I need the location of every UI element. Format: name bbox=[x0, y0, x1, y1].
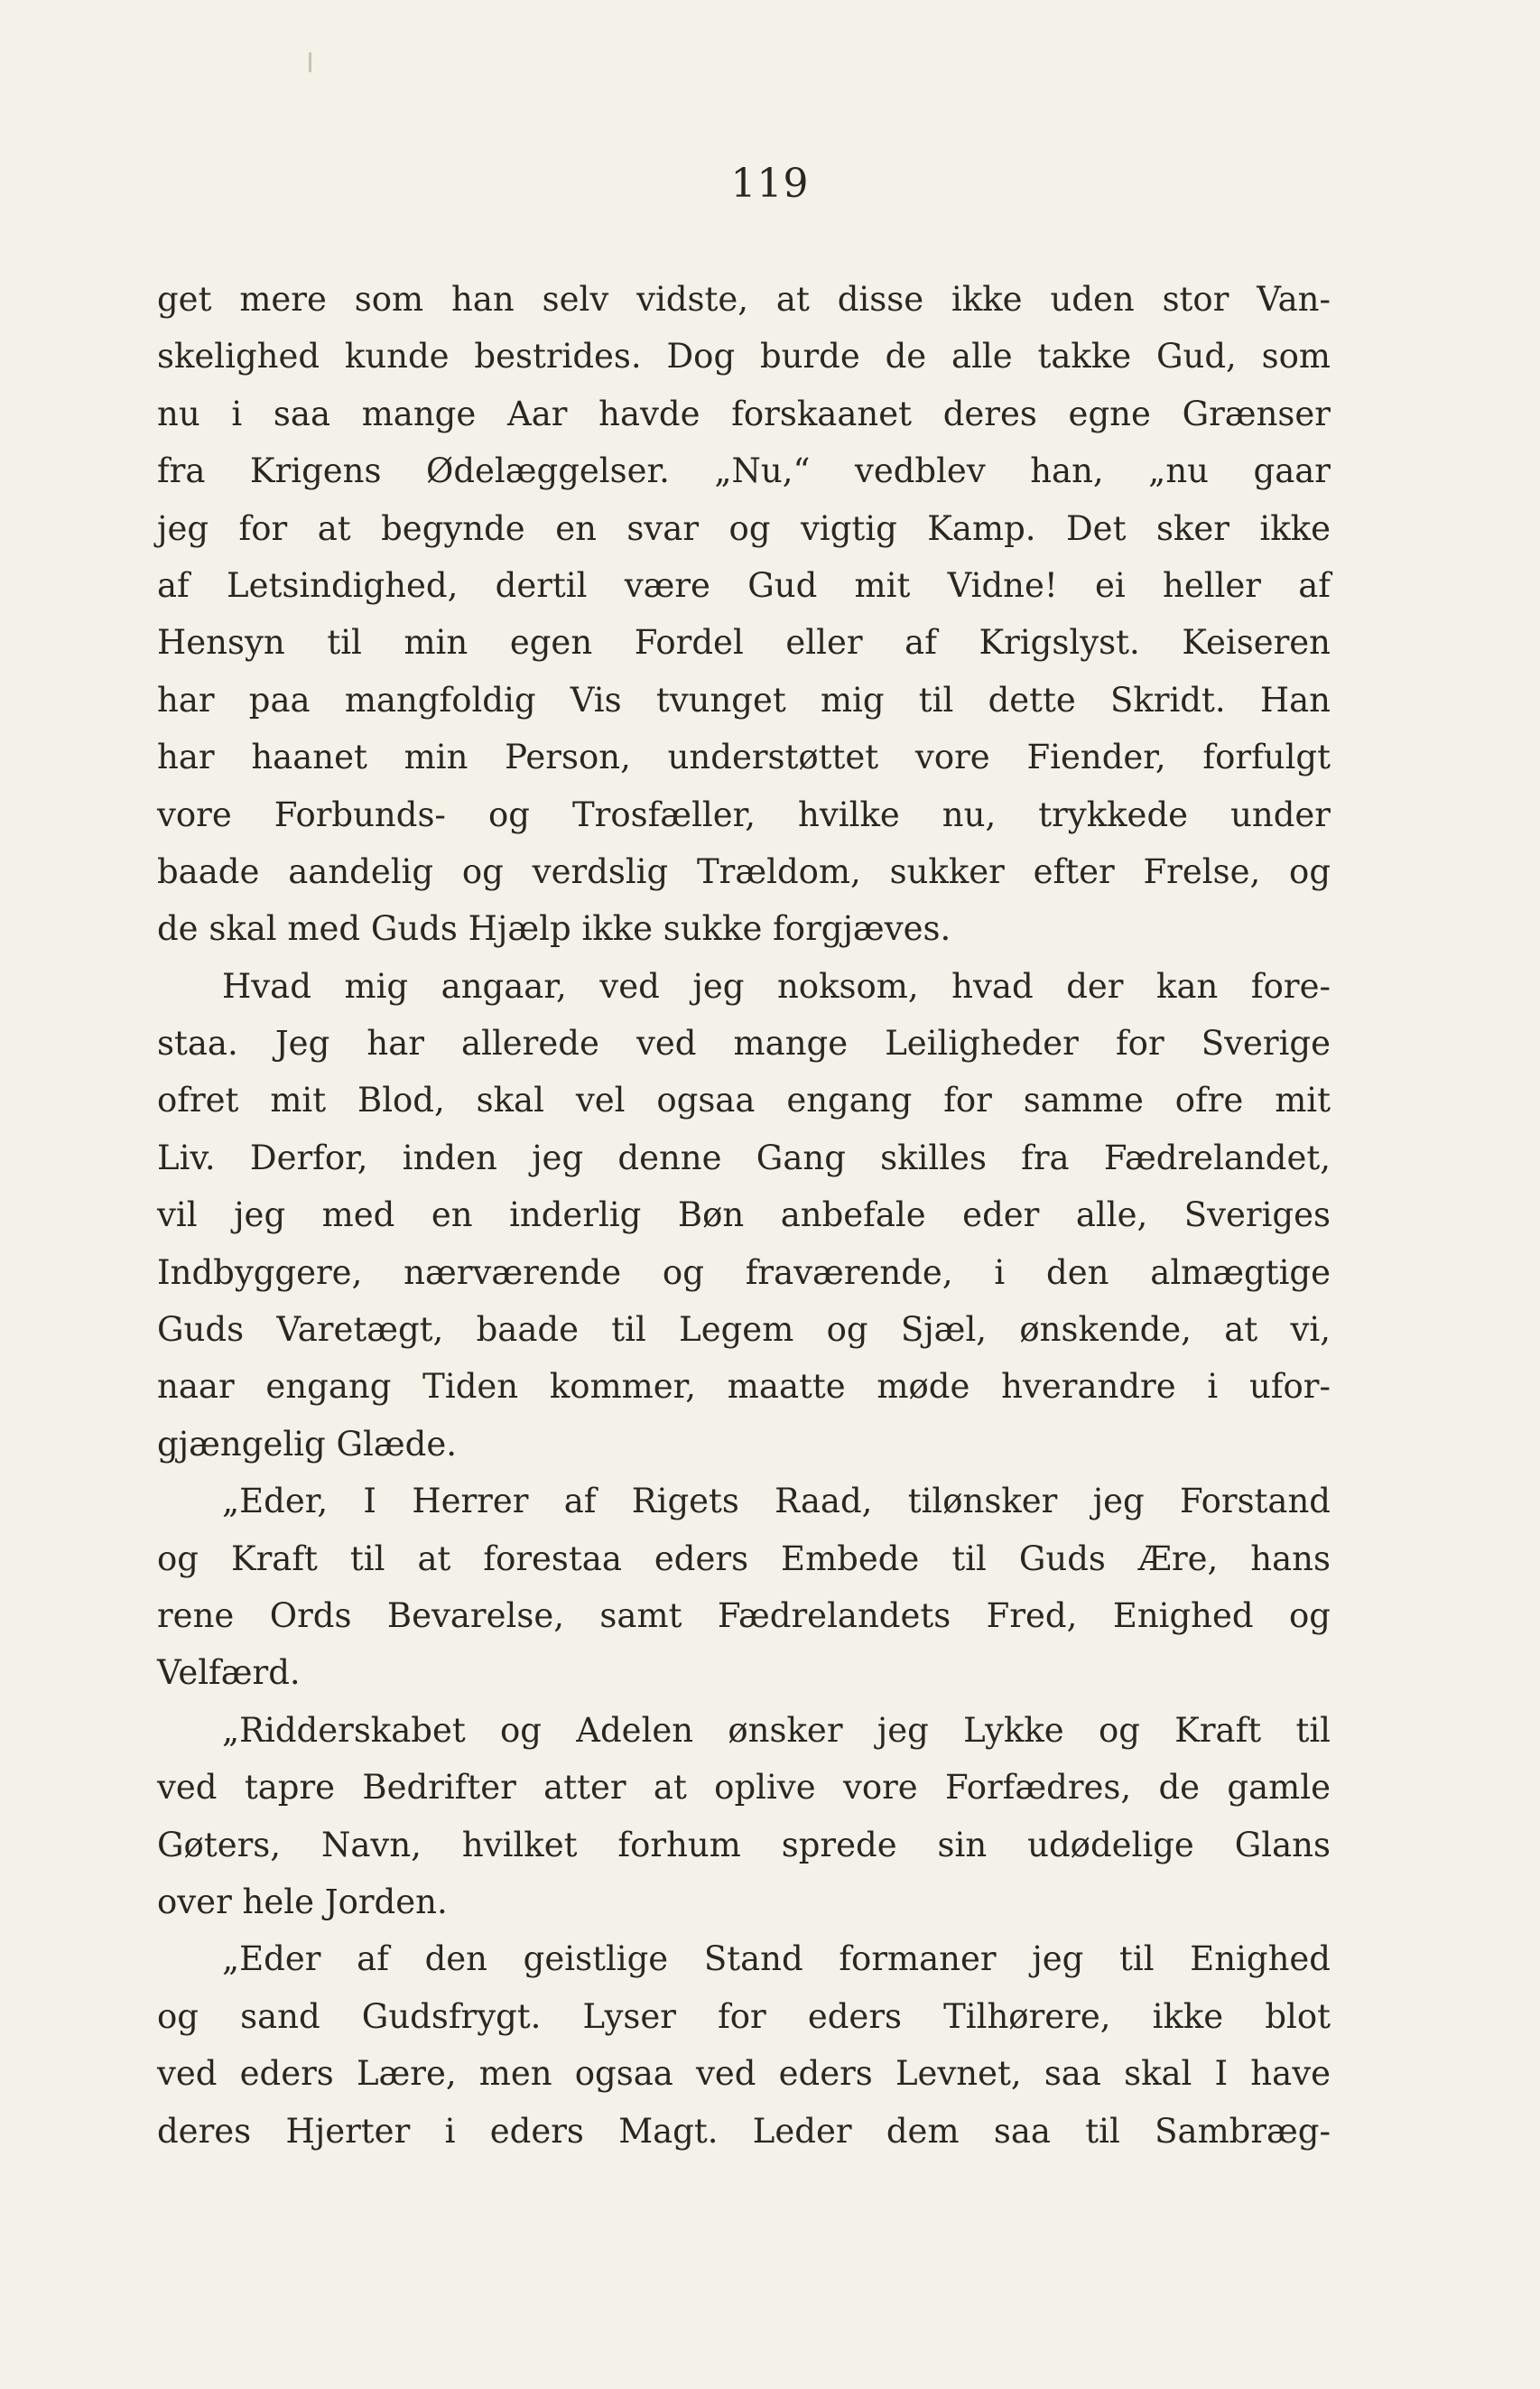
text-line: baade aandelig og verdslig Trældom, sukker efter Frelse, og bbox=[157, 851, 1331, 891]
text-line: ofret mit Blod, skal vel ogsaa engang for samme ofre mit bbox=[157, 1081, 1331, 1120]
text-line: og sand Gudsfrygt. Lyser for eders Tilhørere, ikke blot bbox=[157, 1996, 1331, 2036]
text-line: Liv. Derfor, inden jeg denne Gang skilles fra Fædrelandet, bbox=[157, 1138, 1331, 1177]
text-line: rene Ords Bevarelse, samt Fædrelandets Fred, Enighed og bbox=[157, 1595, 1331, 1635]
text-line: ved eders Lære, men ogsaa ved eders Levnet, saa skal I have bbox=[157, 2054, 1331, 2094]
text-line: ved tapre Bedrifter atter at oplive vore Forfædres, de gamle bbox=[157, 1768, 1331, 1808]
text-line: over hele Jorden. bbox=[157, 1882, 448, 1921]
text-line: „Eder, I Herrer af Rigets Raad, tilønsker jeg Forstand bbox=[222, 1482, 1331, 1521]
text-line: og Kraft til at forestaa eders Embede til Guds Ære, hans bbox=[157, 1538, 1331, 1578]
text-line: naar engang Tiden kommer, maatte møde hverandre i ufor- bbox=[157, 1367, 1331, 1407]
text-line: Indbyggere, nærværende og fraværende, i den almægtige bbox=[157, 1252, 1331, 1292]
text-line: vil jeg med en inderlig Bøn anbefale eder alle, Sveriges bbox=[157, 1195, 1331, 1235]
text-line: Velfærd. bbox=[157, 1653, 301, 1693]
text-line: har paa mangfoldig Vis tvunget mig til dette Skridt. Han bbox=[157, 680, 1331, 720]
text-line: har haanet min Person, understøttet vore Fiender, forfulgt bbox=[157, 738, 1331, 777]
text-line: „Ridderskabet og Adelen ønsker jeg Lykke og Kraft til bbox=[222, 1710, 1331, 1750]
text-line: „Eder af den geistlige Stand formaner jeg til Enighed bbox=[222, 1939, 1331, 1979]
text-line: Gøters, Navn, hvilket forhum sprede sin udødelige Glans bbox=[157, 1825, 1331, 1864]
text-line: de skal med Guds Hjælp ikke sukke forgjæves. bbox=[157, 909, 951, 949]
body-text bbox=[157, 271, 1331, 2160]
page-number: 119 bbox=[730, 161, 810, 207]
paper-mark bbox=[309, 52, 311, 72]
text-line: jeg for at begynde en svar og vigtig Kamp. Det sker ikke bbox=[157, 508, 1331, 548]
text-line: fra Krigens Ødelæggelser. „Nu,“ vedblev han, „nu gaar bbox=[157, 451, 1331, 491]
text-line: staa. Jeg har allerede ved mange Leiligheder for Sverige bbox=[157, 1024, 1331, 1064]
text-line: af Letsindighed, dertil være Gud mit Vidne! ei heller af bbox=[157, 565, 1331, 605]
text-line: skelighed kunde bestrides. Dog burde de alle takke Gud, som bbox=[157, 337, 1331, 376]
text-line: Hensyn til min egen Fordel eller af Krigslyst. Keiseren bbox=[157, 623, 1331, 663]
text-line: vore Forbunds- og Trosfæller, hvilke nu, trykkede under bbox=[157, 795, 1331, 834]
text-line: nu i saa mange Aar havde forskaanet deres egne Grænser bbox=[157, 394, 1331, 433]
text-line: Guds Varetægt, baade til Legem og Sjæl, ønskende, at vi, bbox=[157, 1310, 1331, 1350]
text-line: deres Hjerter i eders Magt. Leder dem saa til Sambræg- bbox=[157, 2111, 1331, 2151]
text-line: Hvad mig angaar, ved jeg noksom, hvad der kan fore- bbox=[222, 966, 1331, 1006]
text-line: gjængelig Glæde. bbox=[157, 1424, 457, 1464]
text-line: get mere som han selv vidste, at disse ikke uden stor Van- bbox=[157, 280, 1331, 319]
